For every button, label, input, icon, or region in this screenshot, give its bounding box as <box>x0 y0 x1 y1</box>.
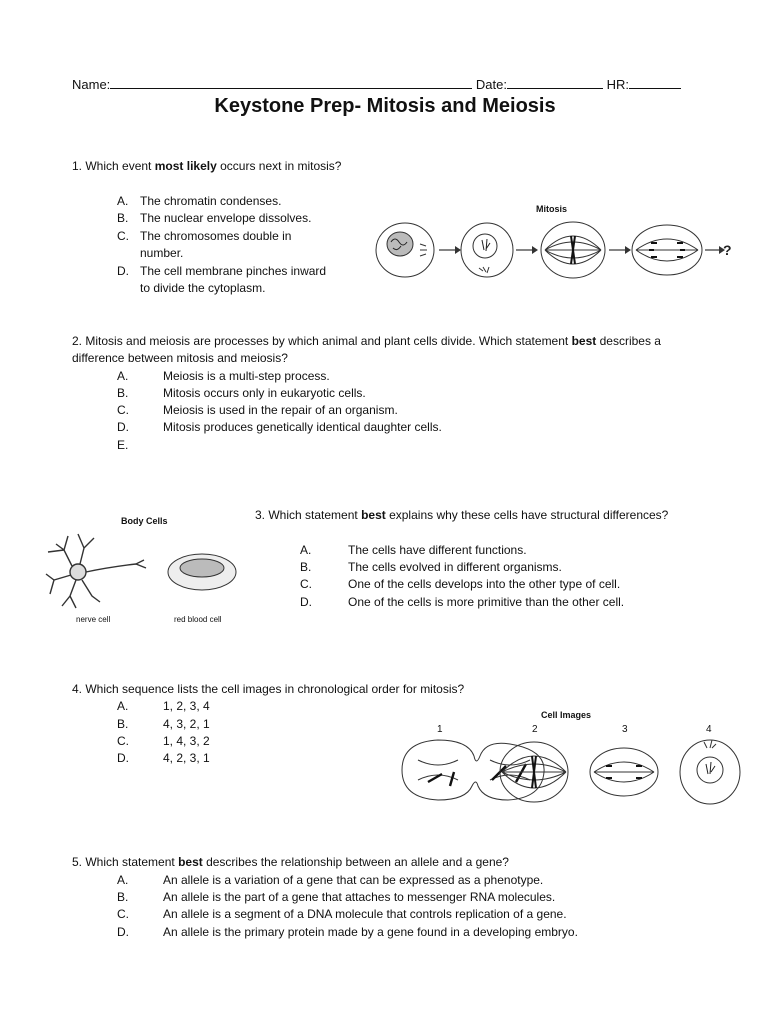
q1-option-c-cont: number. <box>140 246 184 260</box>
nerve-cell-caption: nerve cell <box>76 615 111 624</box>
question-5: 5. Which statement best describes the relationship between an allele and a gene? <box>72 855 509 869</box>
cell-image-1 <box>402 740 544 800</box>
cell-image-number-3: 3 <box>622 724 628 735</box>
q5-option-b[interactable]: B. An allele is the part of a gene that attaches to messenger RNA molecules. <box>117 890 556 904</box>
q3-option-d[interactable]: D. One of the cells is more primitive than the other cell. <box>300 595 625 609</box>
hr-label: HR: <box>606 77 630 92</box>
date-field[interactable] <box>507 76 603 89</box>
q3-option-c[interactable]: C. One of the cells develops into the other type of cell. <box>300 577 621 591</box>
body-cells-diagram <box>40 522 250 614</box>
cell-image-3 <box>590 748 658 796</box>
body-cells-label: Body Cells <box>121 516 168 526</box>
hr-field[interactable] <box>629 76 681 89</box>
mitosis-cell-3 <box>541 222 605 278</box>
q2-option-b[interactable]: B. Mitosis occurs only in eukaryotic cells. <box>117 386 366 400</box>
cell-image-2 <box>500 742 568 802</box>
nerve-cell-drawing <box>46 534 146 608</box>
q5-option-d[interactable]: D. An allele is the primary protein made by a gene found in a developing embryo. <box>117 925 578 939</box>
q1-option-d-cont: to divide the cytoplasm. <box>140 281 266 295</box>
mitosis-cell-1 <box>376 223 434 277</box>
mitosis-question-mark: ? <box>723 242 732 258</box>
q4-option-c[interactable]: C. 1, 4, 3, 2 <box>117 734 210 748</box>
q1-option-a[interactable]: A. The chromatin condenses. <box>117 194 282 208</box>
mitosis-figure-label: Mitosis <box>536 204 568 214</box>
q4-option-a[interactable]: A. 1, 2, 3, 4 <box>117 699 210 713</box>
q1-option-c[interactable]: C. The chromosomes double in <box>117 229 292 243</box>
cell-image-number-4: 4 <box>706 724 712 735</box>
q2-option-d[interactable]: D. Mitosis produces genetically identical daughter cells. <box>117 420 442 434</box>
page-title: Keystone Prep- Mitosis and Meiosis <box>214 95 556 117</box>
q1-option-b[interactable]: B. The nuclear envelope dissolves. <box>117 211 312 225</box>
q2-option-a[interactable]: A. Meiosis is a multi-step process. <box>117 369 330 383</box>
cell-image-number-2: 2 <box>532 724 538 735</box>
name-field[interactable] <box>110 76 472 89</box>
mitosis-cell-4 <box>632 225 702 275</box>
q1-option-d[interactable]: D. The cell membrane pinches inward <box>117 264 327 278</box>
question-1: 1. Which event most likely occurs next in mitosis? <box>72 159 342 173</box>
cell-image-number-1: 1 <box>437 724 443 735</box>
cell-images-diagram <box>398 736 748 806</box>
question-2: 2. Mitosis and meiosis are processes by which animal and plant cells divide. Which statement best describes a <box>72 334 661 348</box>
cell-image-4 <box>680 740 740 804</box>
red-blood-cell-drawing <box>168 554 236 590</box>
q5-option-a[interactable]: A. An allele is a variation of a gene that can be expressed as a phenotype. <box>117 873 544 887</box>
q2-option-e[interactable]: E. <box>117 438 129 452</box>
q4-option-d[interactable]: D. 4, 2, 3, 1 <box>117 751 210 765</box>
mitosis-diagram <box>375 214 735 284</box>
date-label: Date: <box>475 77 507 92</box>
q3-option-a[interactable]: A. The cells have different functions. <box>300 543 527 557</box>
name-label: Name: <box>72 77 111 92</box>
header-line <box>72 76 692 92</box>
question-4: 4. Which sequence lists the cell images in chronological order for mitosis? <box>72 682 465 696</box>
q5-option-c[interactable]: C. An allele is a segment of a DNA molecule that controls replication of a gene. <box>117 907 567 921</box>
question-3: 3. Which statement best explains why these cells have structural differences? <box>255 508 669 522</box>
q3-option-b[interactable]: B. The cells evolved in different organisms. <box>300 560 562 574</box>
question-2-line2: difference between mitosis and meiosis? <box>72 351 288 365</box>
mitosis-cell-2 <box>461 223 513 277</box>
cell-images-label: Cell Images <box>541 710 592 720</box>
q2-option-c[interactable]: C. Meiosis is used in the repair of an organism. <box>117 403 398 417</box>
red-blood-cell-caption: red blood cell <box>174 615 222 624</box>
q4-option-b[interactable]: B. 4, 3, 2, 1 <box>117 717 210 731</box>
